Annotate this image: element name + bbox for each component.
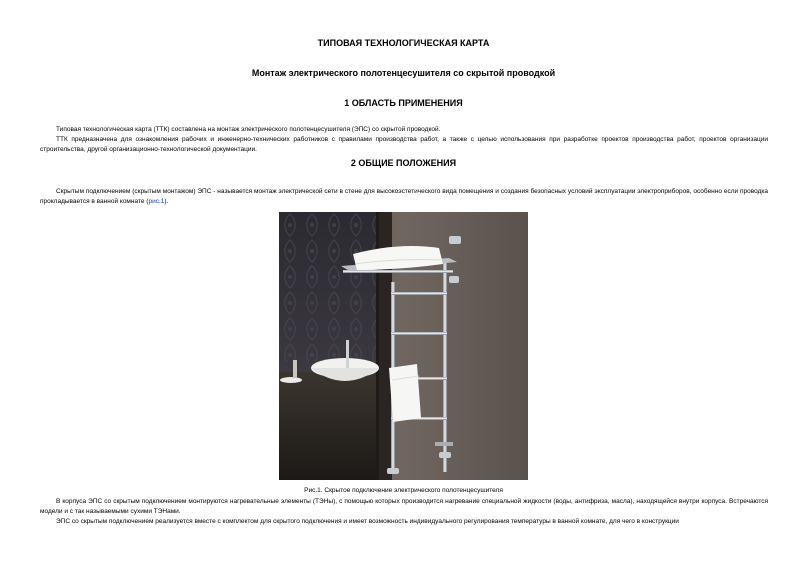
- section-1-heading: 1 ОБЛАСТЬ ПРИМЕНЕНИЯ: [344, 98, 463, 108]
- section-2-body: [40, 497, 768, 527]
- document-title: ТИПОВАЯ ТЕХНОЛОГИЧЕСКАЯ КАРТА: [317, 38, 490, 48]
- paragraph: ТТК предназначена для ознакомления рабочих и инженерно-технических работников с правилами производства работ, а также с целью использования при разработке проектов производства работ, проектов организации строительства, другой организационно-технологической документации.: [40, 136, 768, 153]
- paragraph: ЭПС со скрытым подключением реализуется вместе с комплектом для скрытого подключения и имеет возможность индивидуального регулирования температуры в ванной комнате, для чего в конструкции: [56, 518, 679, 525]
- document-subtitle: Монтаж электрического полотенцесушителя со скрытой проводкой: [251, 68, 556, 78]
- towel-warmer-photo: [279, 212, 528, 480]
- figure-caption: Рис.1. Скрытое подключение электрического полотенцесушителя: [304, 487, 503, 494]
- paragraph: Скрытым подключением (скрытым монтажом) ЭПС - называется монтаж электрической сети в стене для высокоэстетического вида помещения и создания безопасных условий эксплуатации электроприборов, особенно если проводка прокладывается в ванной комнате (рис.1).: [40, 188, 768, 205]
- section-2-intro: [40, 187, 768, 207]
- paragraph: Типовая технологическая карта (ТТК) составлена на монтаж электрического полотенцесушителя (ЭПС) со скрытой проводкой.: [56, 126, 441, 133]
- paragraph: В корпуса ЭПС со скрытым подключением монтируются нагревательные элементы (ТЭНы), с помощью которых производится нагревание специальной жидкости (воды, антифриза, масла), находящейся внутри корпуса. Встречаются модели и с так называемыми сухими ТЭНами.: [40, 498, 768, 515]
- figure-link[interactable]: рис.1: [148, 198, 165, 205]
- section-1-body: [40, 125, 768, 155]
- section-2-heading: 2 ОБЩИЕ ПОЛОЖЕНИЯ: [350, 158, 457, 168]
